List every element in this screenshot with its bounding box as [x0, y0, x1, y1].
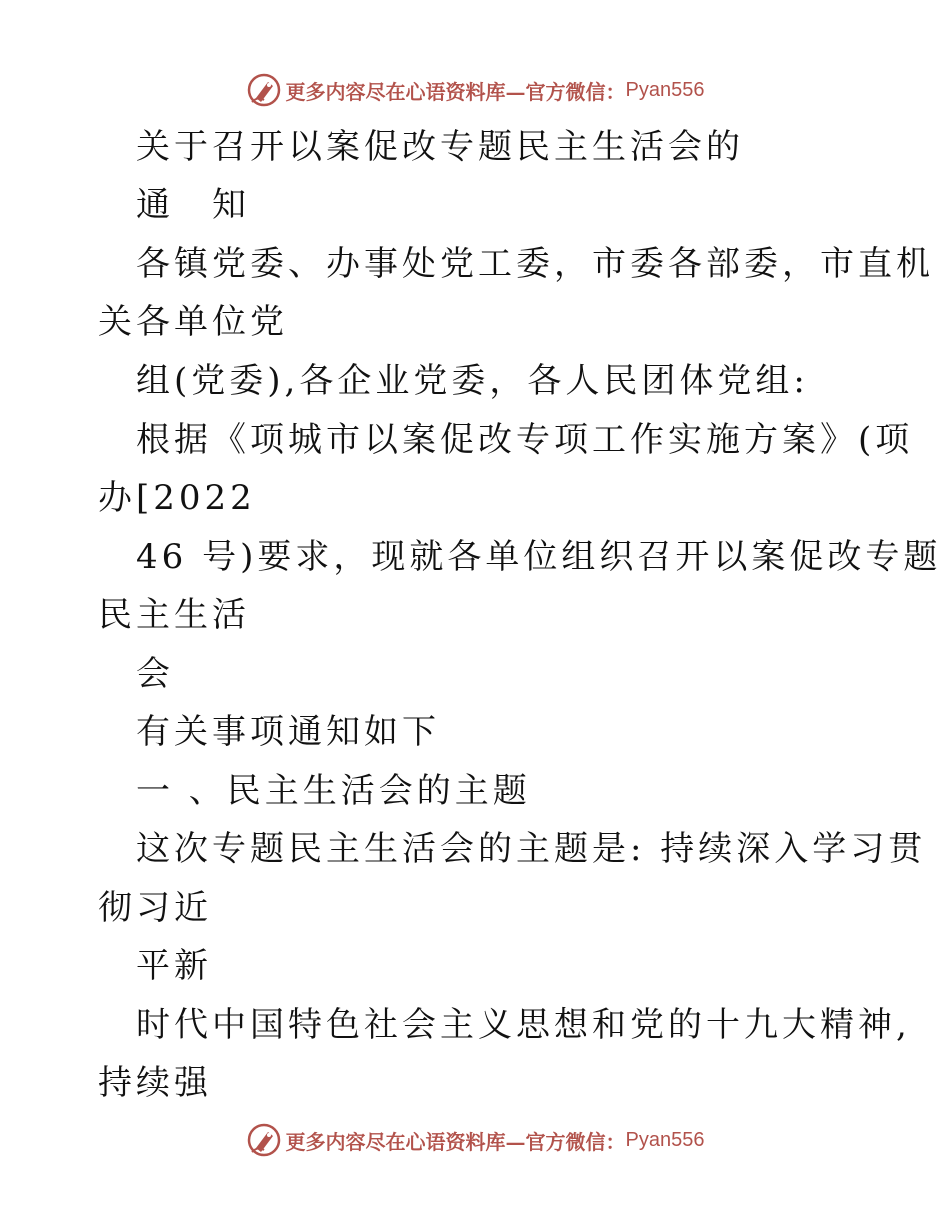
document-title: 关于召开以案促改专题民主生活会的 — [136, 127, 744, 167]
paragraph-line: 46 号)要求，现就各单位组织召开以案促改专题 — [136, 537, 942, 577]
paragraph-line: 会 — [136, 654, 174, 694]
paragraph-line: 时代中国特色社会主义思想和党的十九大精神, — [136, 1005, 911, 1045]
footer-banner — [0, 1120, 950, 1160]
addressee-line: 组(党委),各企业党委，各人民团体党组: — [136, 361, 809, 401]
document-title-notice: 通 知 — [136, 185, 250, 225]
paragraph-line: 平新 — [136, 946, 212, 986]
pen-nib-logo-icon — [246, 72, 282, 108]
banner-text: 更多内容尽在心语资料库—官方微信： — [285, 79, 626, 104]
wechat-id: Pyan556 — [625, 1128, 705, 1151]
addressee-line: 关各单位党 — [98, 302, 288, 342]
paragraph-line: 持续强 — [98, 1063, 212, 1103]
addressee-line: 各镇党委、办事处党工委，市委各部委，市直机 — [136, 244, 934, 284]
paragraph-line: 办[2022 — [98, 478, 256, 518]
wechat-id: Pyan556 — [625, 78, 705, 101]
banner-text: 更多内容尽在心语资料库—官方微信： — [285, 1129, 626, 1154]
paragraph-line: 这次专题民主生活会的主题是: 持续深入学习贯 — [136, 829, 927, 869]
paragraph-line: 彻习近 — [98, 888, 212, 928]
header-banner — [0, 70, 950, 110]
section-heading: 一 、民主生活会的主题 — [136, 771, 531, 811]
paragraph-line: 有关事项通知如下 — [136, 712, 440, 752]
pen-nib-logo-icon — [246, 1122, 282, 1158]
paragraph-line: 根据《项城市以案促改专项工作实施方案》(项 — [136, 420, 914, 460]
paragraph-line: 民主生活 — [98, 595, 250, 635]
